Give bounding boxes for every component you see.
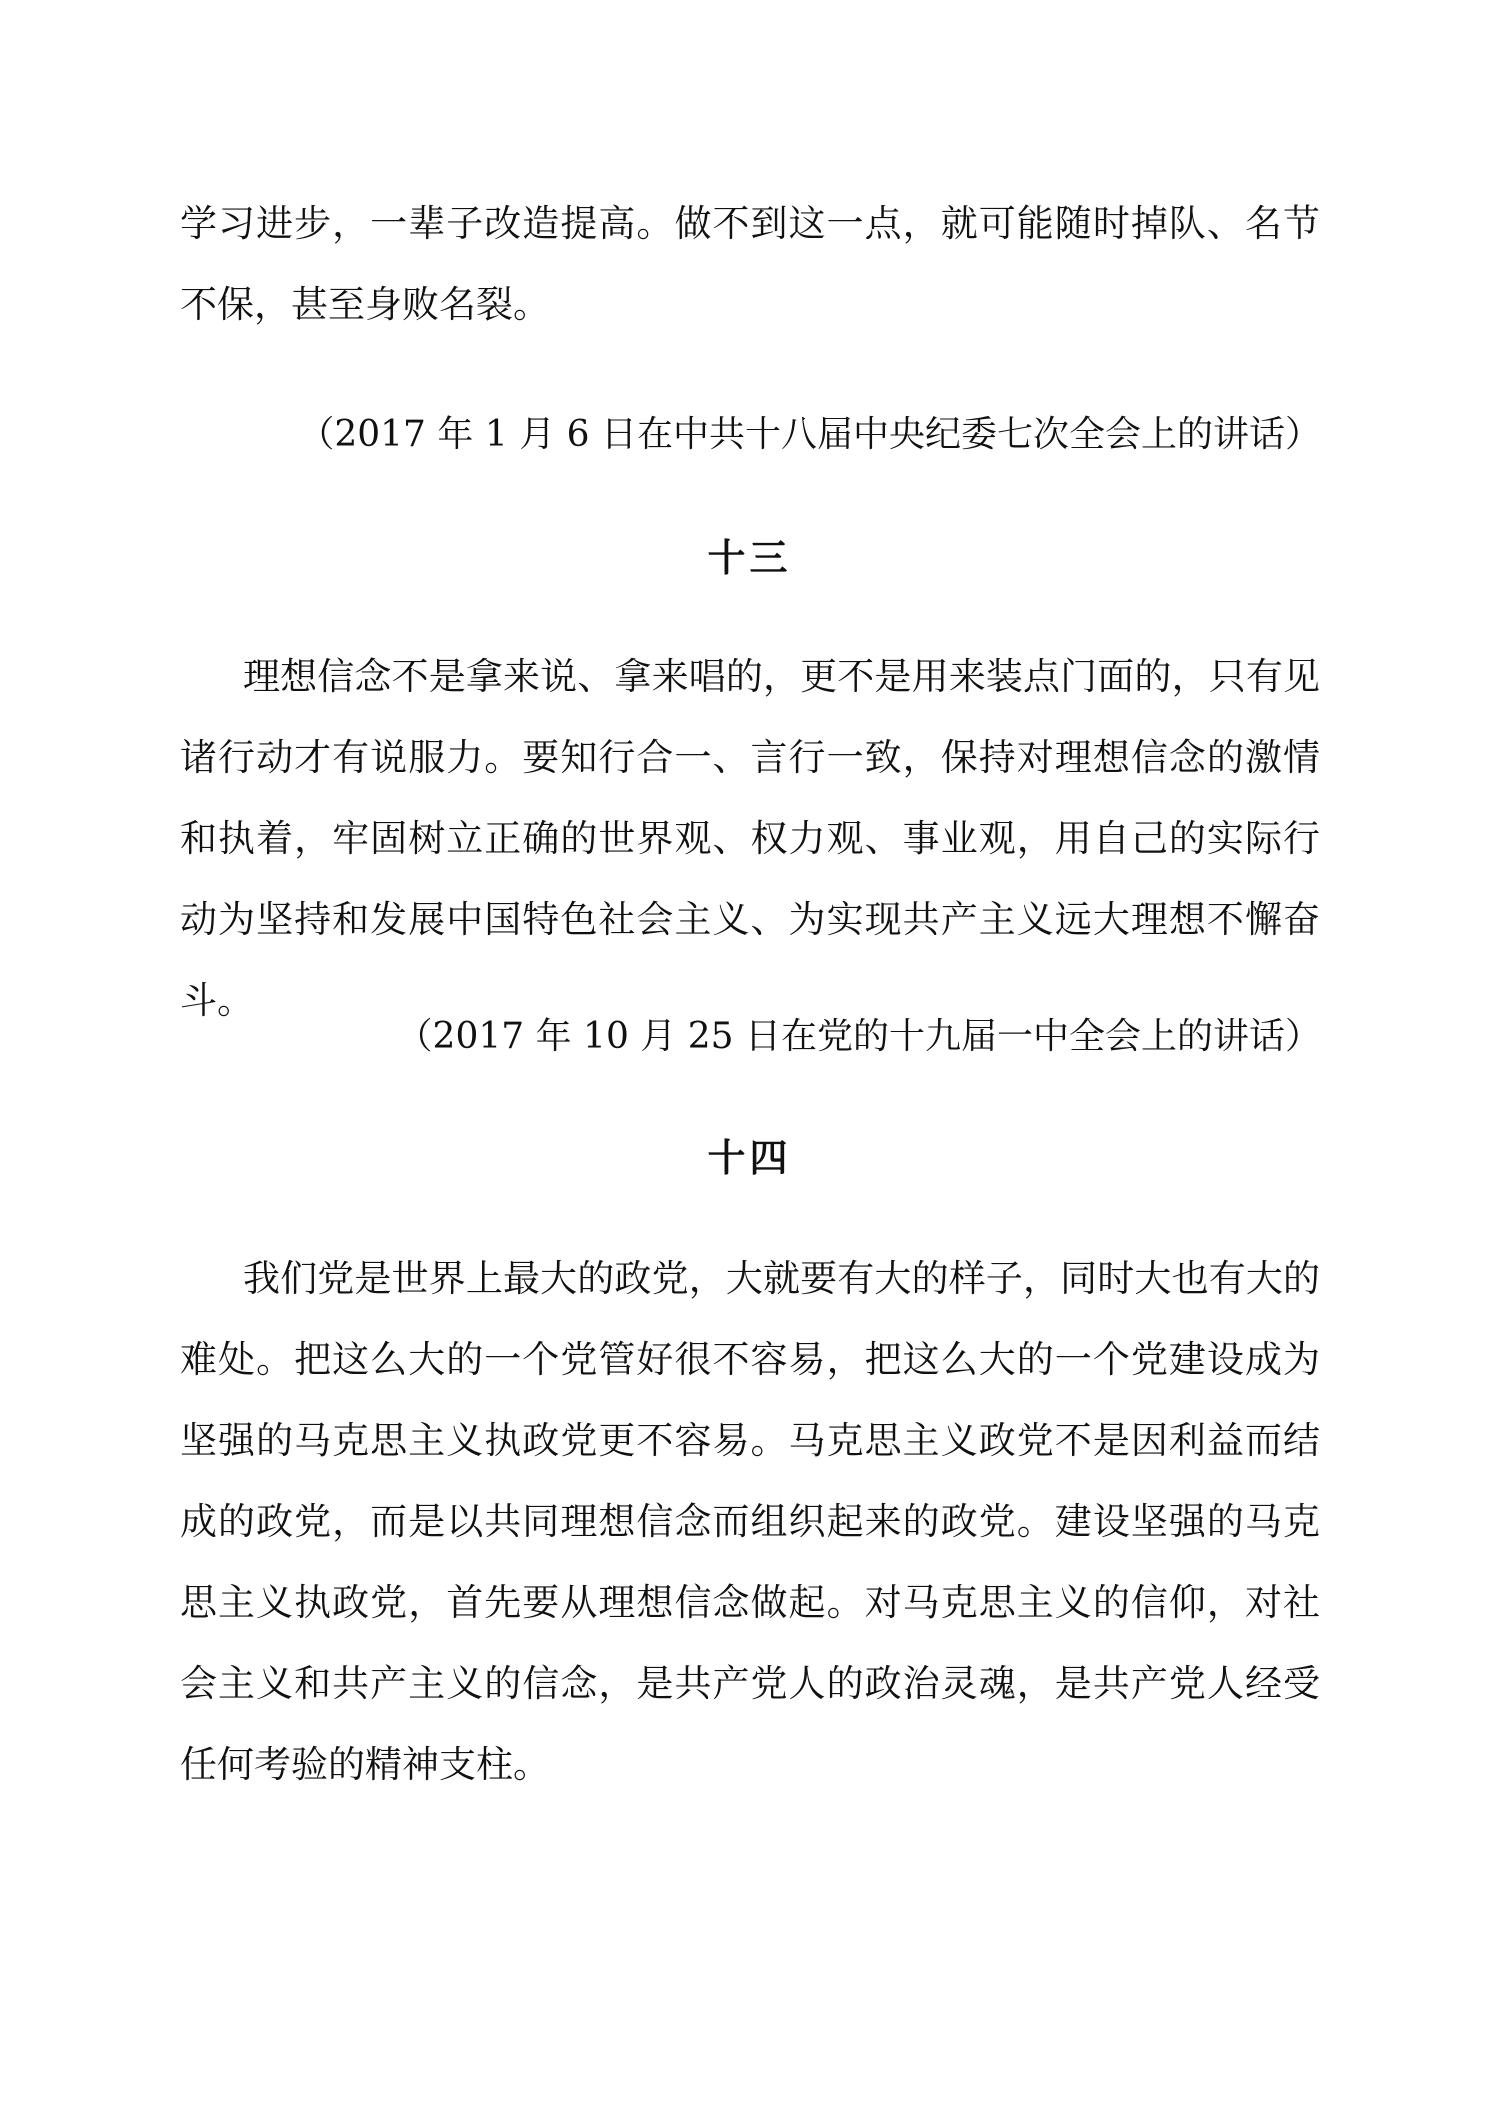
section-13-paragraph: 理想信念不是拿来说、拿来唱的，更不是用来装点门面的，只有见诸行动才有说服力。要知行合一、言行一致，保持对理想信念的激情和执着，牢固树立正确的世界观、权力观、事业观，用自己的实际行动为坚持和发展中国特色社会主义、为实现共产主义远大理想不懈奋斗。 [180, 655, 1320, 1022]
source-citation-1: （2017 年 1 月 6 日在中共十八届中央纪委七次全会上的讲话） [298, 414, 1321, 455]
section-heading-14: 十四 [707, 1135, 792, 1180]
section-14-paragraph-block [180, 1238, 1320, 1805]
continued-paragraph: 学习进步，一辈子改造提高。做不到这一点，就可能随时掉队、名节不保，甚至身败名裂。 [180, 202, 1320, 326]
source-citation-2: （2017 年 10 月 25 日在党的十九届一中全会上的讲话） [396, 1016, 1321, 1057]
continued-paragraph-block [180, 183, 1320, 345]
section-14-paragraph: 我们党是世界上最大的政党，大就要有大的样子，同时大也有大的难处。把这么大的一个党管好很不容易，把这么大的一个党建设成为坚强的马克思主义执政党更不容易。马克思主义政党不是因利益而结成的政党，而是以共同理想信念而组织起来的政党。建设坚强的马克思主义执政党，首先要从理想信念做起。对马克思主义的信仰，对社会主义和共产主义的信念，是共产党人的政治灵魂，是共产党人经受任何考验的精神支柱。 [180, 1257, 1320, 1786]
section-heading-13: 十三 [707, 535, 792, 580]
section-13-paragraph-block [180, 636, 1320, 1041]
